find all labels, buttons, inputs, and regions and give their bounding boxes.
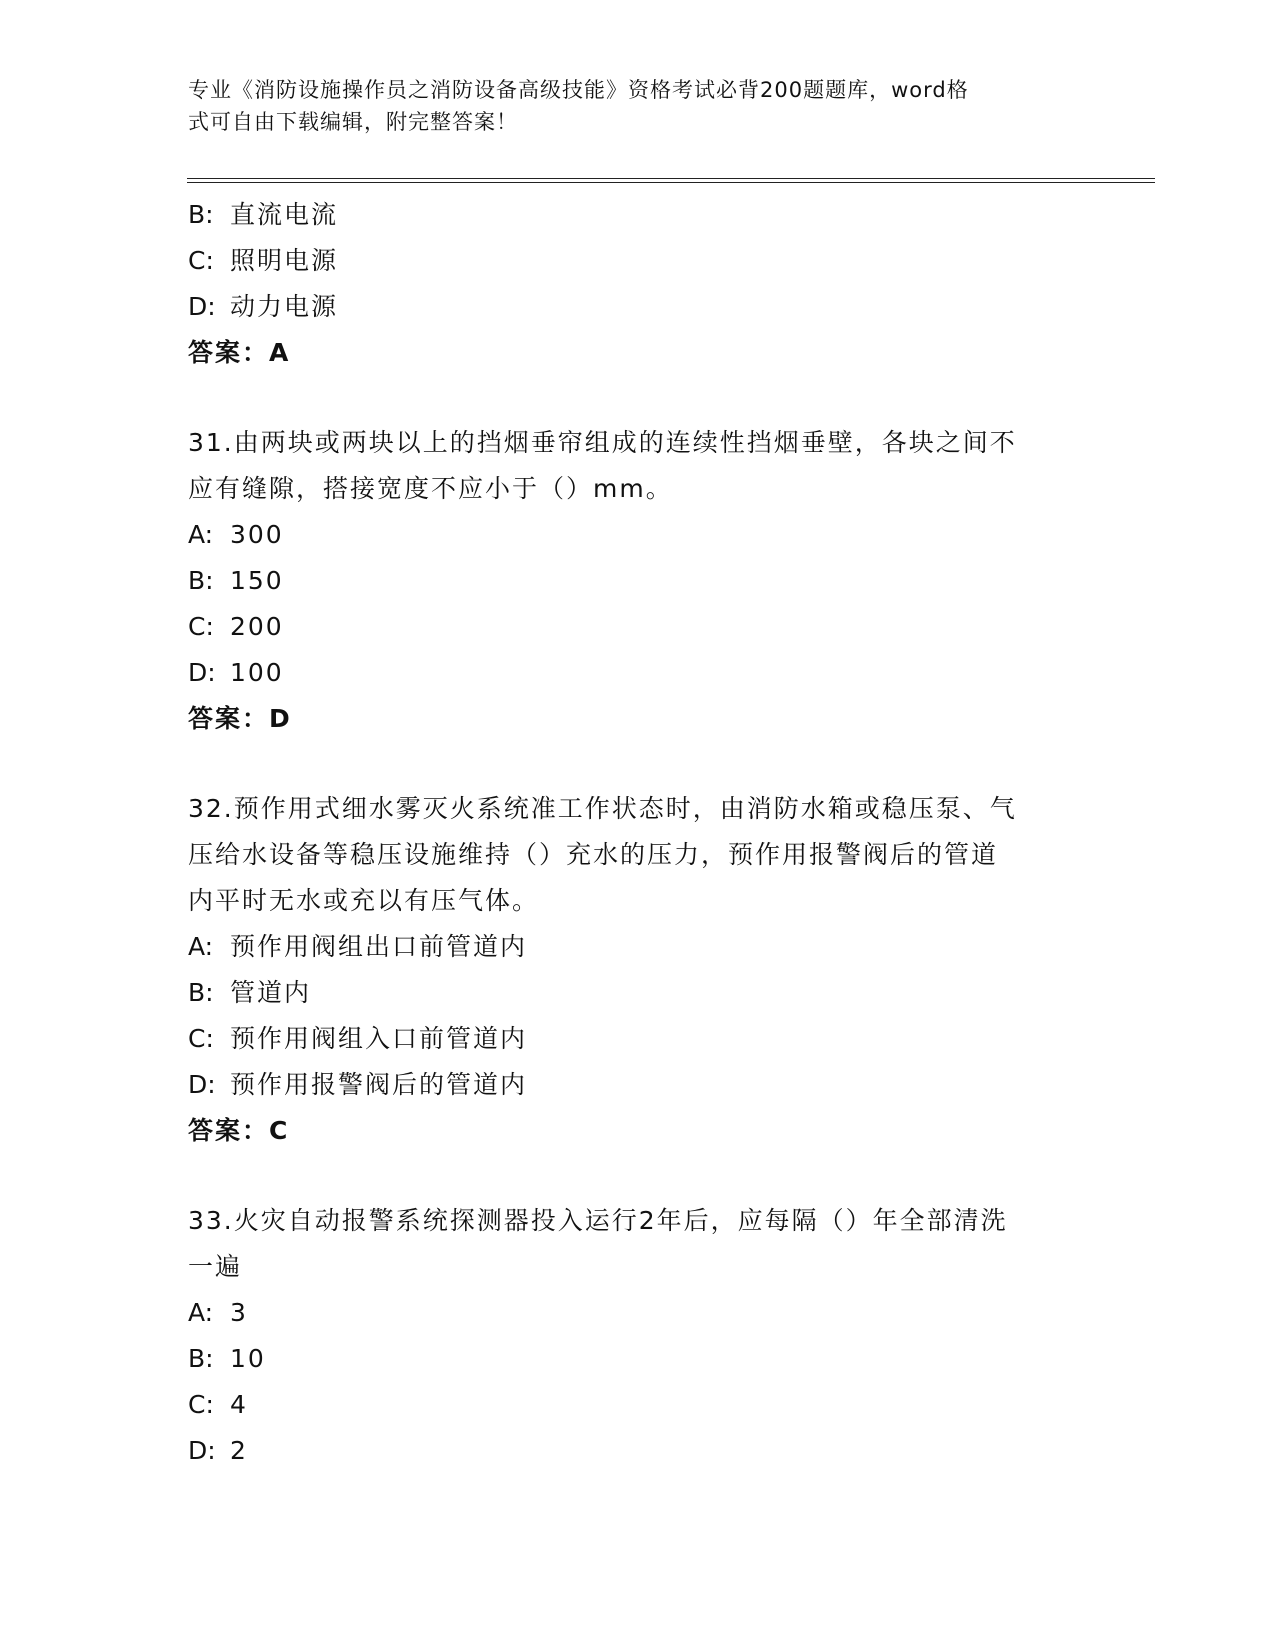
- option-d: D: 预作用报警阀后的管道内: [188, 1070, 528, 1099]
- answer-line: 答案：C: [188, 1116, 290, 1145]
- option-c: C: 照明电源: [188, 246, 339, 275]
- answer-line: 答案：D: [188, 704, 292, 733]
- header-divider: [187, 178, 1155, 183]
- option-c: C: 预作用阀组入口前管道内: [188, 1024, 528, 1053]
- option-b: B: 150: [188, 566, 284, 595]
- document-header: [188, 74, 1068, 138]
- stem-line: 一遍: [188, 1252, 243, 1281]
- question-stem: [188, 420, 1068, 512]
- header-line-1: 专业《消防设施操作员之消防设备高级技能》资格考试必背200题题库，word格: [188, 78, 969, 102]
- prev-question-block: [188, 192, 1088, 376]
- stem-line: 32.预作用式细水雾灭火系统准工作状态时，由消防水箱或稳压泵、气: [188, 794, 1017, 823]
- stem-line: 压给水设备等稳压设施维持（）充水的压力，预作用报警阀后的管道: [188, 840, 999, 869]
- question-list: [188, 192, 1088, 1474]
- option-a: A: 预作用阀组出口前管道内: [188, 932, 528, 961]
- header-line-2: 式可自由下载编辑，附完整答案！: [188, 110, 518, 134]
- option-d: D: 动力电源: [188, 292, 339, 321]
- question-31: [188, 420, 1068, 742]
- question-stem: [188, 786, 1068, 924]
- question-33: [188, 1198, 1068, 1474]
- stem-line: 31.由两块或两块以上的挡烟垂帘组成的连续性挡烟垂壁，各块之间不: [188, 428, 1017, 457]
- option-b: B: 10: [188, 1344, 266, 1373]
- option-b: B: 管道内: [188, 978, 312, 1007]
- stem-line: 33.火灾自动报警系统探测器投入运行2年后，应每隔（）年全部清洗: [188, 1206, 1008, 1235]
- option-d: D: 100: [188, 658, 284, 687]
- option-c: C: 4: [188, 1390, 248, 1419]
- option-b: B: 直流电流: [188, 200, 339, 229]
- question-32: [188, 786, 1068, 1154]
- option-d: D: 2: [188, 1436, 248, 1465]
- stem-line: 应有缝隙，搭接宽度不应小于（）mm。: [188, 474, 673, 503]
- option-a: A: 3: [188, 1298, 248, 1327]
- stem-line: 内平时无水或充以有压气体。: [188, 886, 540, 915]
- option-c: C: 200: [188, 612, 284, 641]
- answer-line: 答案：A: [188, 338, 291, 367]
- option-a: A: 300: [188, 520, 284, 549]
- question-stem: [188, 1198, 1068, 1290]
